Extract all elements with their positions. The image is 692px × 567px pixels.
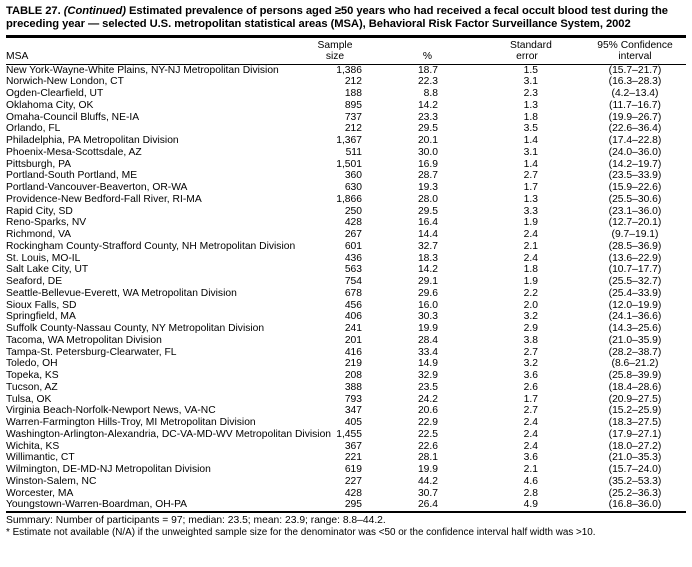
table-header bbox=[6, 38, 686, 65]
percent-cell: 26.4 bbox=[417, 499, 438, 511]
standard-error-cell: 1.3 bbox=[523, 193, 538, 205]
standard-error-cell: 3.2 bbox=[523, 311, 538, 323]
standard-error-cell: 3.6 bbox=[523, 370, 538, 381]
percent-cell: 44.2 bbox=[417, 475, 438, 487]
sample-size-cell: 436 bbox=[344, 252, 362, 264]
sample-size-cell: 221 bbox=[344, 452, 362, 464]
percent-cell: 30.0 bbox=[417, 146, 438, 158]
percent-cell: 18.3 bbox=[417, 252, 438, 264]
percent-cell: 14.2 bbox=[417, 264, 438, 276]
table-row bbox=[6, 335, 686, 347]
table-row bbox=[6, 170, 686, 182]
confidence-interval-cell: (22.6–36.4) bbox=[608, 123, 662, 135]
table-title-continued: (Continued) bbox=[63, 5, 126, 17]
msa-cell: Willimantic, CT bbox=[6, 452, 75, 464]
standard-error-cell: 3.6 bbox=[523, 452, 538, 464]
percent-cell: 14.9 bbox=[417, 358, 438, 370]
percent-cell: 23.3 bbox=[417, 111, 438, 123]
confidence-interval-cell: (4.2–13.4) bbox=[611, 88, 659, 99]
sample-size-cell: 208 bbox=[344, 370, 362, 381]
msa-cell: Portland-Vancouver-Beaverton, OR-WA bbox=[6, 182, 188, 193]
standard-error-cell: 2.7 bbox=[523, 170, 538, 182]
percent-cell: 22.6 bbox=[417, 440, 438, 452]
table-row bbox=[6, 405, 686, 417]
sample-size-cell: 405 bbox=[344, 417, 362, 428]
confidence-interval-cell: (23.1–36.0) bbox=[608, 205, 662, 217]
column-header-confidence-interval bbox=[544, 38, 686, 65]
confidence-interval-cell: (24.0–36.0) bbox=[608, 146, 662, 158]
table-row bbox=[6, 358, 686, 370]
confidence-interval-cell: (28.5–36.9) bbox=[608, 240, 662, 252]
sample-size-cell: 227 bbox=[344, 475, 362, 487]
msa-cell: New York-Wayne-White Plains, NY-NJ Metropolitan Division bbox=[6, 64, 279, 76]
confidence-interval-cell: (25.2–36.3) bbox=[608, 487, 662, 499]
table-row bbox=[6, 217, 686, 229]
column-header-ci-line1: 95% Confidence bbox=[597, 39, 673, 51]
standard-error-cell: 2.0 bbox=[523, 299, 538, 311]
confidence-interval-cell: (9.7–19.1) bbox=[611, 229, 659, 240]
msa-cell: Rockingham County-Strafford County, NH Metropolitan Division bbox=[6, 240, 296, 252]
sample-size-cell: 456 bbox=[344, 299, 362, 311]
msa-cell: Tacoma, WA Metropolitan Division bbox=[6, 334, 162, 346]
confidence-interval-cell: (15.9–22.6) bbox=[608, 182, 662, 193]
sample-size-cell: 212 bbox=[344, 123, 362, 135]
column-header-ci-line2: interval bbox=[618, 51, 652, 62]
confidence-interval-cell: (20.9–27.5) bbox=[608, 393, 662, 405]
standard-error-cell: 2.7 bbox=[523, 346, 538, 358]
column-header-sample-size bbox=[302, 38, 368, 65]
percent-cell: 19.9 bbox=[417, 323, 438, 334]
msa-cell: Omaha-Council Bluffs, NE-IA bbox=[6, 111, 140, 123]
standard-error-cell: 2.4 bbox=[523, 428, 538, 440]
table-row bbox=[6, 488, 686, 500]
msa-cell: Springfield, MA bbox=[6, 311, 76, 323]
table-row bbox=[6, 264, 686, 276]
msa-cell: Orlando, FL bbox=[6, 123, 61, 135]
sample-size-cell: 1,501 bbox=[336, 158, 362, 170]
msa-cell: Tucson, AZ bbox=[6, 381, 58, 393]
column-header-se-line1: Standard bbox=[510, 39, 552, 51]
msa-cell: Norwich-New London, CT bbox=[6, 76, 124, 88]
table-row bbox=[6, 347, 686, 359]
standard-error-cell: 2.1 bbox=[523, 240, 538, 252]
percent-cell: 14.2 bbox=[417, 99, 438, 111]
percent-cell: 16.9 bbox=[417, 158, 438, 170]
standard-error-cell: 1.3 bbox=[523, 99, 538, 111]
table-row bbox=[6, 123, 686, 135]
standard-error-cell: 2.1 bbox=[523, 464, 538, 475]
percent-cell: 19.9 bbox=[417, 464, 438, 475]
confidence-interval-cell: (18.0–27.2) bbox=[608, 440, 662, 452]
sample-size-cell: 1,455 bbox=[336, 428, 362, 440]
msa-cell: Warren-Farmington Hills-Troy, MI Metropolitan Division bbox=[6, 417, 256, 428]
standard-error-cell: 2.4 bbox=[523, 252, 538, 264]
table-title-label: TABLE 27. bbox=[6, 5, 61, 17]
msa-cell: Philadelphia, PA Metropolitan Division bbox=[6, 135, 179, 146]
table-row bbox=[6, 112, 686, 124]
header-row bbox=[6, 38, 686, 65]
msa-cell: Wilmington, DE-MD-NJ Metropolitan Division bbox=[6, 464, 211, 475]
sample-size-cell: 1,367 bbox=[336, 135, 362, 146]
table-row bbox=[6, 206, 686, 218]
confidence-interval-cell: (10.7–17.7) bbox=[608, 264, 662, 276]
percent-cell: 29.6 bbox=[417, 287, 438, 299]
standard-error-cell: 1.5 bbox=[523, 64, 538, 76]
standard-error-cell: 1.4 bbox=[523, 135, 538, 146]
standard-error-cell: 3.8 bbox=[523, 334, 538, 346]
sample-size-cell: 416 bbox=[344, 346, 362, 358]
standard-error-cell: 1.9 bbox=[523, 276, 538, 287]
percent-cell: 32.7 bbox=[417, 240, 438, 252]
sample-size-cell: 630 bbox=[344, 182, 362, 193]
column-header-sample-line2: size bbox=[325, 51, 345, 62]
msa-cell: Youngstown-Warren-Boardman, OH-PA bbox=[6, 499, 188, 511]
percent-cell: 20.6 bbox=[417, 405, 438, 417]
confidence-interval-cell: (11.7–16.7) bbox=[609, 99, 661, 111]
standard-error-cell: 3.1 bbox=[523, 146, 538, 158]
confidence-interval-cell: (25.4–33.9) bbox=[608, 287, 662, 299]
table-row bbox=[6, 64, 686, 76]
table-row bbox=[6, 276, 686, 288]
percent-cell: 22.9 bbox=[417, 417, 438, 428]
percent-cell: 20.1 bbox=[417, 135, 438, 146]
confidence-interval-cell: (24.1–36.6) bbox=[608, 311, 662, 323]
table-row bbox=[6, 441, 686, 453]
percent-cell: 16.0 bbox=[417, 299, 438, 311]
confidence-interval-cell: (23.5–33.9) bbox=[608, 170, 662, 182]
confidence-interval-cell: (17.9–27.1) bbox=[608, 428, 662, 440]
table-row bbox=[6, 382, 686, 394]
msa-cell: Providence-New Bedford-Fall River, RI-MA bbox=[6, 193, 202, 205]
table-row bbox=[6, 394, 686, 406]
standard-error-cell: 1.7 bbox=[523, 393, 538, 405]
standard-error-cell: 3.5 bbox=[523, 123, 538, 135]
msa-cell: Seaford, DE bbox=[6, 276, 63, 287]
table-title-text: Estimated prevalence of persons aged ≥50 years who had received a fecal occult blood test during the preceding year — selected U.S. metropolitan statistical areas (MSA), Behavioral Risk Factor Surveillance System, 2002 bbox=[6, 5, 668, 30]
percent-cell: 23.5 bbox=[417, 381, 438, 393]
sample-size-cell: 754 bbox=[344, 276, 362, 287]
standard-error-cell: 1.8 bbox=[523, 264, 538, 276]
standard-error-cell: 1.4 bbox=[523, 158, 538, 170]
sample-size-cell: 241 bbox=[344, 323, 362, 334]
column-header-percent bbox=[368, 38, 444, 65]
standard-error-cell: 4.9 bbox=[523, 499, 538, 511]
table-row bbox=[6, 135, 686, 147]
standard-error-cell: 2.9 bbox=[523, 323, 538, 334]
standard-error-cell: 2.6 bbox=[523, 381, 538, 393]
percent-cell: 29.5 bbox=[417, 205, 438, 217]
percent-cell: 28.0 bbox=[417, 193, 438, 205]
table-row bbox=[6, 182, 686, 194]
sample-size-cell: 188 bbox=[344, 88, 362, 99]
sample-size-cell: 428 bbox=[344, 217, 362, 229]
table-row bbox=[6, 88, 686, 100]
confidence-interval-cell: (12.7–20.1) bbox=[608, 217, 662, 229]
summary-line: Summary: Number of participants = 97; median: 23.5; mean: 23.9; range: 8.8–44.2. bbox=[6, 515, 386, 526]
confidence-interval-cell: (18.4–28.6) bbox=[608, 381, 662, 393]
percent-cell: 22.3 bbox=[417, 76, 438, 88]
percent-cell: 14.4 bbox=[417, 229, 438, 240]
column-header-msa-label: MSA bbox=[6, 51, 29, 62]
msa-cell: Salt Lake City, UT bbox=[6, 264, 89, 276]
percent-cell: 30.3 bbox=[417, 311, 438, 323]
sample-size-cell: 295 bbox=[344, 499, 362, 511]
confidence-interval-cell: (12.0–19.9) bbox=[608, 299, 662, 311]
confidence-interval-cell: (21.0–35.3) bbox=[608, 452, 662, 464]
table-row bbox=[6, 159, 686, 171]
sample-size-cell: 250 bbox=[344, 205, 362, 217]
msa-cell: Portland-South Portland, ME bbox=[6, 170, 138, 182]
percent-cell: 30.7 bbox=[417, 487, 438, 499]
sample-size-cell: 267 bbox=[344, 229, 362, 240]
msa-cell: Rapid City, SD bbox=[6, 205, 73, 217]
standard-error-cell: 2.4 bbox=[523, 440, 538, 452]
confidence-interval-cell: (19.9–26.7) bbox=[608, 111, 662, 123]
table-row bbox=[6, 241, 686, 253]
standard-error-cell: 2.4 bbox=[523, 417, 538, 428]
table-row bbox=[6, 253, 686, 265]
table-row bbox=[6, 417, 686, 429]
table-title bbox=[6, 5, 686, 31]
sample-size-cell: 678 bbox=[344, 287, 362, 299]
column-header-percent-label: % bbox=[422, 51, 432, 62]
msa-cell: Reno-Sparks, NV bbox=[6, 217, 87, 229]
msa-cell: Suffolk County-Nassau County, NY Metropolitan Division bbox=[6, 323, 265, 334]
sample-size-cell: 367 bbox=[344, 440, 362, 452]
sample-size-cell: 388 bbox=[344, 381, 362, 393]
table-row bbox=[6, 300, 686, 312]
table-row bbox=[6, 429, 686, 441]
confidence-interval-cell: (15.7–24.0) bbox=[608, 464, 662, 475]
table-row bbox=[6, 499, 686, 512]
column-header-sample-line1: Sample bbox=[317, 39, 353, 51]
table-row bbox=[6, 76, 686, 88]
sample-size-cell: 619 bbox=[344, 464, 362, 475]
sample-size-cell: 1,866 bbox=[336, 193, 362, 205]
table-row bbox=[6, 464, 686, 476]
sample-size-cell: 895 bbox=[344, 99, 362, 111]
sample-size-cell: 428 bbox=[344, 487, 362, 499]
standard-error-cell: 1.9 bbox=[523, 217, 538, 229]
confidence-interval-cell: (14.3–25.6) bbox=[608, 323, 662, 334]
confidence-interval-cell: (18.3–27.5) bbox=[608, 417, 662, 428]
standard-error-cell: 3.3 bbox=[523, 205, 538, 217]
sample-size-cell: 511 bbox=[345, 146, 362, 158]
table-row bbox=[6, 476, 686, 488]
table-row bbox=[6, 194, 686, 206]
percent-cell: 22.5 bbox=[417, 428, 438, 440]
confidence-interval-cell: (28.2–38.7) bbox=[608, 346, 662, 358]
confidence-interval-cell: (15.7–21.7) bbox=[608, 64, 662, 76]
sample-size-cell: 360 bbox=[344, 170, 362, 182]
confidence-interval-cell: (14.2–19.7) bbox=[608, 158, 662, 170]
percent-cell: 24.2 bbox=[417, 393, 438, 405]
table-row bbox=[6, 323, 686, 335]
percent-cell: 19.3 bbox=[417, 182, 438, 193]
table-row bbox=[6, 452, 686, 464]
table-row bbox=[6, 370, 686, 382]
footnote-line: * Estimate not available (N/A) if the unweighted sample size for the denominator was <50 or the confidence interval half width was >10. bbox=[6, 527, 596, 538]
percent-cell: 33.4 bbox=[417, 346, 438, 358]
standard-error-cell: 2.4 bbox=[523, 229, 538, 240]
table-row bbox=[6, 100, 686, 112]
column-header-msa bbox=[6, 38, 302, 65]
column-header-se-line2: error bbox=[516, 51, 538, 62]
percent-cell: 29.1 bbox=[417, 276, 438, 287]
confidence-interval-cell: (8.6–21.2) bbox=[611, 358, 659, 370]
msa-cell: Richmond, VA bbox=[6, 229, 72, 240]
sample-size-cell: 1,386 bbox=[336, 64, 362, 76]
sample-size-cell: 212 bbox=[344, 76, 362, 88]
sample-size-cell: 601 bbox=[344, 240, 362, 252]
msa-cell: Toledo, OH bbox=[6, 358, 58, 370]
msa-cell: Wichita, KS bbox=[6, 440, 60, 452]
msa-cell: Pittsburgh, PA bbox=[6, 158, 72, 170]
sample-size-cell: 563 bbox=[344, 264, 362, 276]
confidence-interval-cell: (21.0–35.9) bbox=[608, 334, 662, 346]
percent-cell: 8.8 bbox=[423, 88, 438, 99]
column-header-standard-error bbox=[444, 38, 552, 65]
sample-size-cell: 793 bbox=[344, 393, 362, 405]
msa-cell: Ogden-Clearfield, UT bbox=[6, 88, 104, 99]
msa-cell: Topeka, KS bbox=[6, 370, 59, 381]
sample-size-cell: 219 bbox=[344, 358, 362, 370]
msa-cell: Tampa-St. Petersburg-Clearwater, FL bbox=[6, 346, 177, 358]
msa-cell: Worcester, MA bbox=[6, 487, 74, 499]
percent-cell: 28.1 bbox=[417, 452, 438, 464]
msa-cell: Washington-Arlington-Alexandria, DC-VA-MD-WV Metropolitan Division bbox=[6, 428, 332, 440]
sample-size-cell: 406 bbox=[344, 311, 362, 323]
percent-cell: 32.9 bbox=[417, 370, 438, 381]
confidence-interval-cell: (25.5–32.7) bbox=[608, 276, 662, 287]
msa-cell: St. Louis, MO-IL bbox=[6, 252, 81, 264]
percent-cell: 29.5 bbox=[417, 123, 438, 135]
confidence-interval-cell: (25.8–39.9) bbox=[608, 370, 662, 381]
table-row bbox=[6, 147, 686, 159]
confidence-interval-cell: (17.4–22.8) bbox=[608, 135, 662, 146]
standard-error-cell: 3.1 bbox=[523, 76, 538, 88]
msa-cell: Oklahoma City, OK bbox=[6, 99, 94, 111]
sample-size-cell: 347 bbox=[344, 405, 362, 417]
msa-cell: Seattle-Bellevue-Everett, WA Metropolitan Division bbox=[6, 287, 237, 299]
standard-error-cell: 2.8 bbox=[523, 487, 538, 499]
confidence-interval-cell: (15.2–25.9) bbox=[608, 405, 662, 417]
confidence-interval-cell: (25.5–30.6) bbox=[608, 193, 662, 205]
standard-error-cell: 2.2 bbox=[523, 287, 538, 299]
confidence-interval-cell: (13.6–22.9) bbox=[608, 252, 662, 264]
msa-cell: Phoenix-Mesa-Scottsdale, AZ bbox=[6, 146, 142, 158]
msa-cell: Sioux Falls, SD bbox=[6, 299, 77, 311]
standard-error-cell: 4.6 bbox=[523, 475, 538, 487]
table-row bbox=[6, 311, 686, 323]
sample-size-cell: 201 bbox=[344, 334, 362, 346]
confidence-interval-cell: (16.3–28.3) bbox=[608, 76, 662, 88]
table-row bbox=[6, 288, 686, 300]
confidence-interval-cell: (35.2–53.3) bbox=[608, 475, 662, 487]
prevalence-table bbox=[6, 38, 686, 514]
percent-cell: 28.4 bbox=[417, 334, 438, 346]
sample-size-cell: 737 bbox=[344, 111, 362, 123]
msa-cell: Virginia Beach-Norfolk-Newport News, VA-NC bbox=[6, 405, 216, 417]
msa-cell: Tulsa, OK bbox=[6, 393, 52, 405]
msa-table-body bbox=[6, 64, 686, 512]
msa-cell: Winston-Salem, NC bbox=[6, 475, 97, 487]
standard-error-cell: 2.3 bbox=[523, 88, 538, 99]
percent-cell: 28.7 bbox=[417, 170, 438, 182]
percent-cell: 18.7 bbox=[417, 64, 438, 76]
standard-error-cell: 1.7 bbox=[523, 182, 538, 193]
standard-error-cell: 1.8 bbox=[523, 111, 538, 123]
confidence-interval-cell: (16.8–36.0) bbox=[608, 499, 662, 511]
standard-error-cell: 3.2 bbox=[523, 358, 538, 370]
standard-error-cell: 2.7 bbox=[523, 405, 538, 417]
table-row bbox=[6, 229, 686, 241]
percent-cell: 16.4 bbox=[417, 217, 438, 229]
